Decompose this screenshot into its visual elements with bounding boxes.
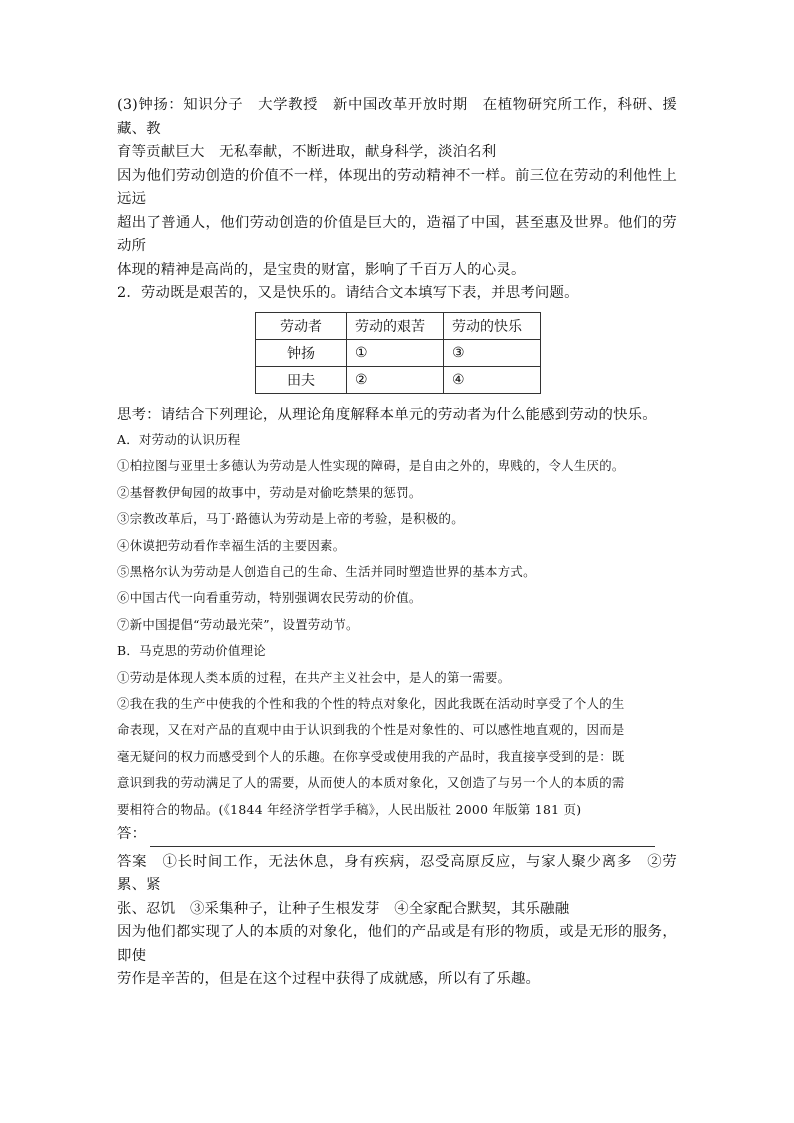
- think-prompt: 思考：请结合下列理论，从理论角度解释本单元的劳动者为什么能感到劳动的快乐。: [117, 406, 657, 423]
- answer-line4: 劳作是辛苦的，但是在这个过程中获得了成就感，所以有了乐趣。: [117, 971, 541, 988]
- section-a-item: ⑥中国古代一向看重劳动，特别强调农民劳动的价值。: [117, 590, 422, 606]
- table-cell: ③: [444, 339, 541, 366]
- table-header-cell: 劳动者: [256, 312, 347, 339]
- section-a-title: A．对劳动的认识历程: [117, 432, 241, 447]
- answer-line3: 因为他们都实现了人的本质的对象化，他们的产品或是有形的物质，或是无形的服务，即使: [117, 924, 677, 964]
- question-2-title: 2．劳动既是艰苦的，又是快乐的。请结合文本填写下表，并思考问题。: [117, 285, 579, 301]
- table-row: [256, 339, 541, 366]
- table-header-cell: 劳动的艰苦: [347, 312, 444, 339]
- table-cell: ①: [347, 339, 444, 366]
- table-cell: ④: [444, 366, 541, 393]
- table-header-row: [256, 312, 541, 339]
- section-a-item: ⑤黑格尔认为劳动是人创造自己的生命、生活并同时塑造世界的基本方式。: [117, 564, 536, 580]
- answer-line2: 张、忍饥 ③采集种子，让种子生根发芽 ④全家配合默契，其乐融融: [117, 900, 570, 917]
- section-b-quote-line: ②我在我的生产中使我的个性和我的个性的特点对象化，因此我既在活动时享受了个人的生: [117, 696, 625, 712]
- part3-line2: 育等贡献巨大 无私奉献，不断进取，献身科学，淡泊名利: [117, 144, 497, 160]
- section-a-item: ①柏拉图与亚里士多德认为劳动是人性实现的障碍，是自由之外的，卑贱的，令人生厌的。: [117, 458, 625, 474]
- section-a-item: ⑦新中国提倡“劳动最光荣”，设置劳动节。: [117, 616, 359, 632]
- section-b-title: B．马克思的劳动价值理论: [117, 643, 267, 659]
- table-cell: 田夫: [256, 366, 347, 393]
- section-a-item: ②基督教伊甸园的故事中，劳动是对偷吃禁果的惩罚。: [117, 484, 422, 500]
- section-b-quote-line: 毫无疑问的权力而感受到个人的乐趣。在你享受或使用我的产品时，我直接享受到的是：既: [117, 748, 625, 764]
- part3-line1: (3)钟扬：知识分子 大学教授 新中国改革开放时期 在植物研究所工作，科研、援藏、教: [117, 97, 677, 137]
- section-b-item: ①劳动是体现人类本质的过程，在共产主义社会中，是人的第一需要。: [117, 669, 511, 685]
- answer-line1: 答案 ①长时间工作，无法休息，身有疾病，忍受高原反应，与家人聚少离多 ②劳累、紧: [117, 853, 677, 894]
- reason-line2: 超出了普通人，他们劳动创造的价值是巨大的，造福了中国，甚至惠及世界。他们的劳动所: [117, 214, 677, 254]
- section-a-item: ③宗教改革后，马丁·路德认为劳动是上帝的考验，是积极的。: [117, 511, 464, 527]
- table-cell: 钟扬: [256, 339, 347, 366]
- section-a-item: ④休谟把劳动看作幸福生活的主要因素。: [117, 537, 346, 553]
- reason-line3: 体现的精神是高尚的，是宝贵的财富，影响了千百万人的心灵。: [117, 261, 526, 278]
- answer-blank: [117, 823, 677, 847]
- answer-label: 答：: [117, 826, 147, 843]
- document-page: [117, 94, 677, 992]
- table-row: [256, 366, 541, 393]
- answer-blank-line[interactable]: [150, 832, 655, 847]
- section-b-quote-line: 命表现，又在对产品的直观中由于认识到我的个性是对象性的、可以感性地直观的，因而是: [117, 722, 625, 738]
- table-cell: ②: [347, 366, 444, 393]
- section-b-quote-line: 要相符合的物品。(《1844 年经济学哲学手稿》，人民出版社 2000 年版第 181 页): [117, 801, 582, 817]
- labor-table: [255, 312, 541, 394]
- section-b-quote-line: 意识到我的劳动满足了人的需要，从而使人的本质对象化，又创造了与另一个人的本质的需: [117, 775, 625, 791]
- table-header-cell: 劳动的快乐: [444, 312, 541, 339]
- reason-line1: 因为他们劳动创造的价值不一样，体现出的劳动精神不一样。前三位在劳动的利他性上远远: [117, 167, 677, 207]
